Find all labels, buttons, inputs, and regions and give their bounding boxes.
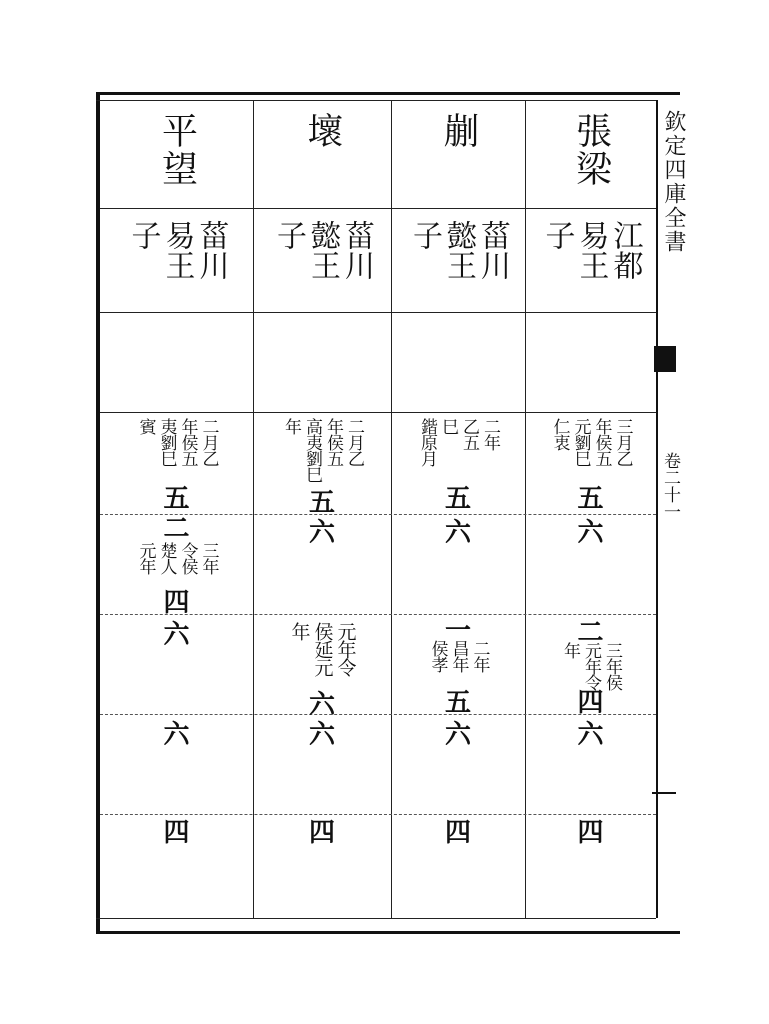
year-count: 六 <box>163 620 190 650</box>
year-count: 六 <box>163 720 190 750</box>
note-text: 年侯五 <box>177 418 198 466</box>
person-cell <box>525 220 656 310</box>
header-cell <box>100 112 253 208</box>
person-text: 懿王 <box>441 220 476 280</box>
header-text: 壞 <box>302 112 343 150</box>
note-cell <box>391 640 525 690</box>
header-text: 平望 <box>156 112 198 188</box>
note-text: 二年 <box>480 418 500 450</box>
year-count: 四 <box>444 818 471 848</box>
year-count: 四 <box>577 818 604 848</box>
note-text: 楚人 <box>156 542 177 574</box>
year-count: 四 <box>308 818 335 848</box>
year-count: 六 <box>308 720 335 750</box>
year-count: 六 <box>308 690 335 720</box>
year-count: 六 <box>444 518 471 548</box>
note-text: 侯孝 <box>427 640 448 672</box>
volume-label: 卷二十一 <box>660 452 680 520</box>
header-cell <box>525 112 656 208</box>
year-count: 五 <box>444 484 471 514</box>
fish-tail-mark <box>654 346 676 372</box>
person-cell <box>100 220 253 310</box>
note-text: 仁衷 <box>549 418 570 450</box>
year-count: 一 <box>444 616 471 646</box>
note-text: 年侯五 <box>323 418 343 466</box>
person-text: 易王 <box>159 220 195 280</box>
header-text: 張梁 <box>570 112 612 188</box>
note-text: 令侯 <box>177 542 198 574</box>
row-divider <box>100 412 656 413</box>
row-divider <box>100 814 656 815</box>
year-count: 四 <box>577 688 604 718</box>
note-cell <box>525 418 656 484</box>
note-text: 乙五 <box>459 418 479 450</box>
person-text: 子 <box>125 220 161 250</box>
note-text: 二月乙 <box>344 418 364 466</box>
year-count: 二 <box>163 514 190 544</box>
person-cell <box>391 220 525 310</box>
note-cell <box>253 418 391 488</box>
note-text: 二月乙 <box>198 418 219 466</box>
year-count: 六 <box>444 720 471 750</box>
person-cell <box>253 220 391 310</box>
year-count: 二 <box>577 618 604 648</box>
note-text: 元年 <box>135 542 156 574</box>
year-count: 六 <box>577 720 604 750</box>
note-text: 年 <box>281 418 301 434</box>
year-count: 四 <box>163 818 190 848</box>
person-text: 易王 <box>573 220 609 280</box>
note-text: 元劉巳 <box>570 418 591 466</box>
header-cell <box>391 112 525 208</box>
note-text: 巳 <box>438 418 458 434</box>
year-count: 五 <box>444 688 471 718</box>
note-text: 夷劉巳 <box>156 418 177 466</box>
note-cell <box>391 418 525 484</box>
person-text: 江都 <box>607 220 643 280</box>
note-cell <box>100 418 253 484</box>
note-text: 年侯五 <box>591 418 612 466</box>
row-divider <box>100 208 656 209</box>
person-text: 菑川 <box>339 220 374 280</box>
frame-inner-bottom-rule <box>96 918 656 919</box>
note-text: 賓 <box>135 418 156 434</box>
note-text: 年 <box>560 642 580 658</box>
margin-tick <box>652 792 676 794</box>
note-text: 元年令 <box>581 642 601 690</box>
header-text: 剻 <box>438 112 479 150</box>
note-text: 三年侯 <box>602 642 622 690</box>
person-text: 子 <box>271 220 306 250</box>
note-text: 元年令 <box>334 622 357 676</box>
person-text: 子 <box>539 220 575 250</box>
year-count: 六 <box>577 518 604 548</box>
person-text: 菑川 <box>475 220 510 280</box>
book-title: 欽定四庫全書 <box>661 110 686 254</box>
note-cell <box>525 642 656 690</box>
person-text: 菑川 <box>193 220 229 280</box>
header-cell <box>253 112 391 208</box>
note-text: 二年 <box>469 640 490 672</box>
row-divider <box>100 312 656 313</box>
note-text: 三年 <box>198 542 219 574</box>
person-text: 子 <box>407 220 442 250</box>
note-cell <box>100 542 253 592</box>
year-count: 四 <box>163 588 190 618</box>
note-cell <box>253 622 391 692</box>
note-text: 三月乙 <box>612 418 633 466</box>
year-count: 六 <box>308 518 335 548</box>
year-count: 五 <box>308 488 335 518</box>
year-count: 五 <box>163 484 190 514</box>
person-text: 懿王 <box>305 220 340 280</box>
frame-inner-top-rule <box>96 100 656 101</box>
note-text: 昌年 <box>448 640 469 672</box>
note-text: 高夷劉巳 <box>302 418 322 482</box>
note-text: 年 <box>288 622 311 640</box>
year-count: 五 <box>577 484 604 514</box>
note-text: 鍇原月 <box>417 418 437 466</box>
note-text: 侯延元 <box>311 622 334 676</box>
